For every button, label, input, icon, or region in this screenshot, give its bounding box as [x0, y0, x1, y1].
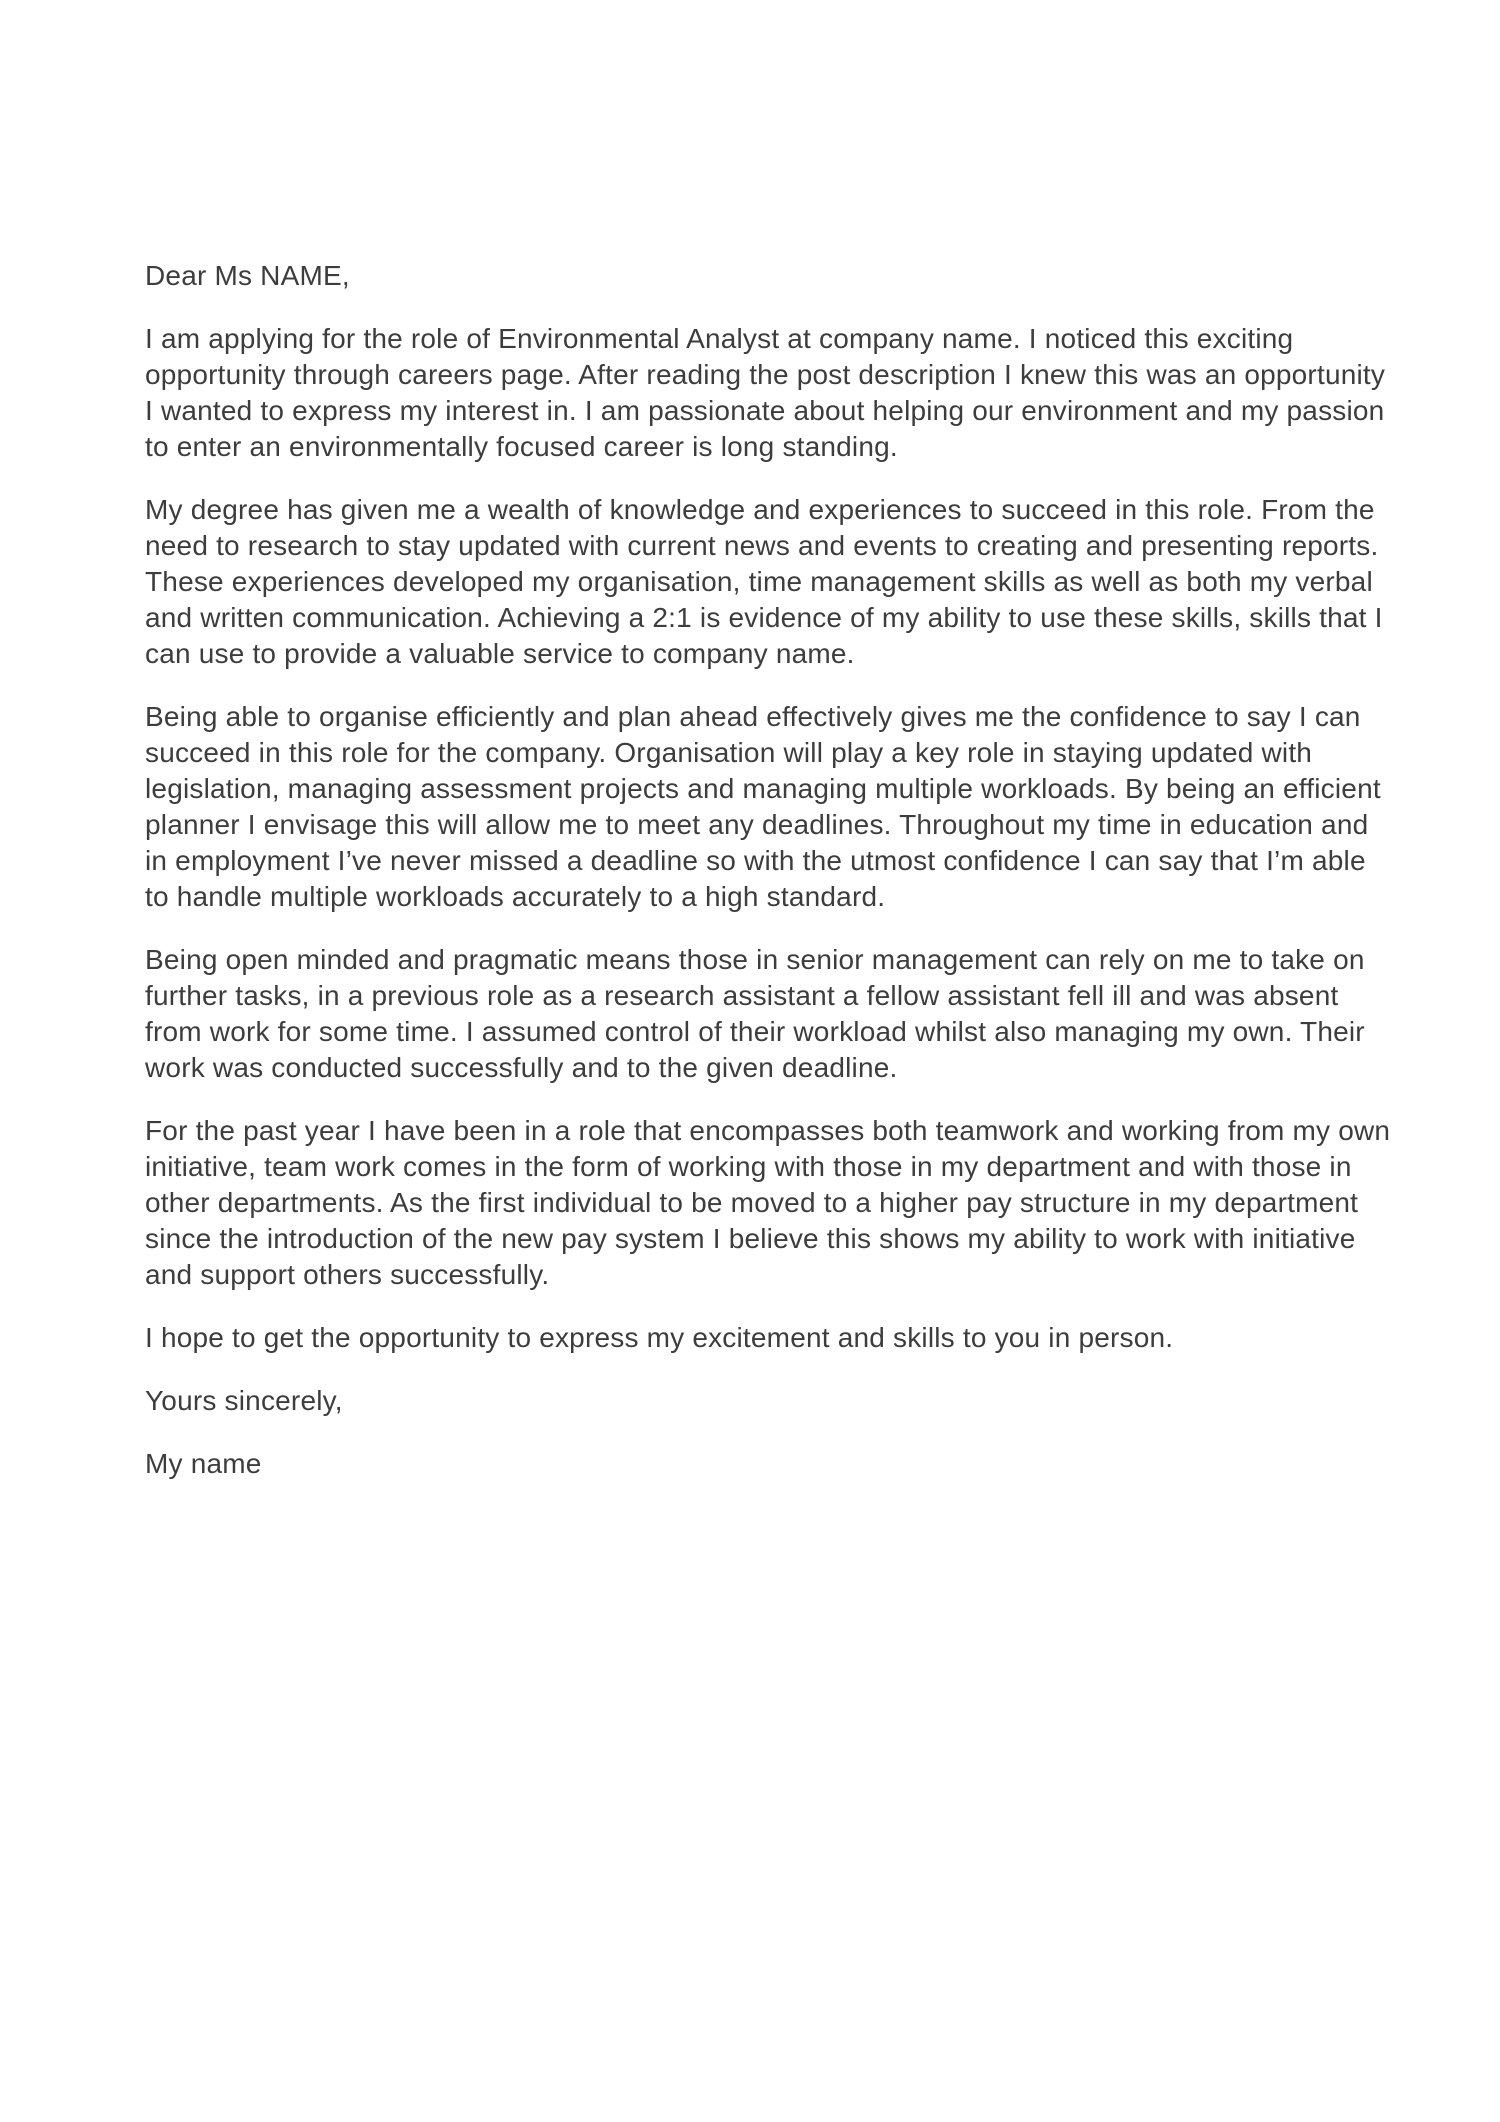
letter-paragraph: My degree has given me a wealth of knowledge and experiences to succeed in this role. From the need to research to stay updated with current news and events to creating and presenting reports. These experiences developed my organisation, time management skills as well as both my verbal and written communication. Achieving a 2:1 is evidence of my ability to use these skills, skills that I can use to provide a valuable service to company name. — [145, 494, 1383, 669]
letter-closing: Yours sincerely, — [145, 1385, 343, 1416]
letter-paragraph: Being open minded and pragmatic means those in senior management can rely on me to take on further tasks, in a previous role as a research assistant a fellow assistant fell ill and was absent from work for some time. I assumed control of their workload whilst also managing my own. Their work was conducted successfully and to the given deadline. — [145, 944, 1365, 1083]
cover-letter-body — [145, 258, 1397, 1482]
letter-paragraph: I hope to get the opportunity to express my excitement and skills to you in person. — [145, 1322, 1174, 1353]
letter-signature: My name — [145, 1448, 262, 1479]
letter-paragraph: I am applying for the role of Environmental Analyst at company name. I noticed this exciting opportunity through careers page. After reading the post description I knew this was an opportunity I wanted to express my interest in. I am passionate about helping our environment and my passion to enter an environmentally focused career is long standing. — [145, 323, 1386, 462]
letter-paragraph: Being able to organise efficiently and plan ahead effectively gives me the confidence to say I can succeed in this role for the company. Organisation will play a key role in staying updated with legislation, managing assessment projects and managing multiple workloads. By being an efficient planner I envisage this will allow me to meet any deadlines. Throughout my time in education and in employment I’ve never missed a deadline so with the utmost confidence I can say that I’m able to handle multiple workloads accurately to a high standard. — [145, 701, 1381, 912]
letter-greeting: Dear Ms NAME, — [145, 260, 350, 291]
letter-paragraph: For the past year I have been in a role that encompasses both teamwork and working from my own initiative, team work comes in the form of working with those in my department and with those in other departments. As the first individual to be moved to a higher pay structure in my department since the introduction of the new pay system I believe this shows my ability to work with initiative and support others successfully. — [145, 1115, 1391, 1290]
